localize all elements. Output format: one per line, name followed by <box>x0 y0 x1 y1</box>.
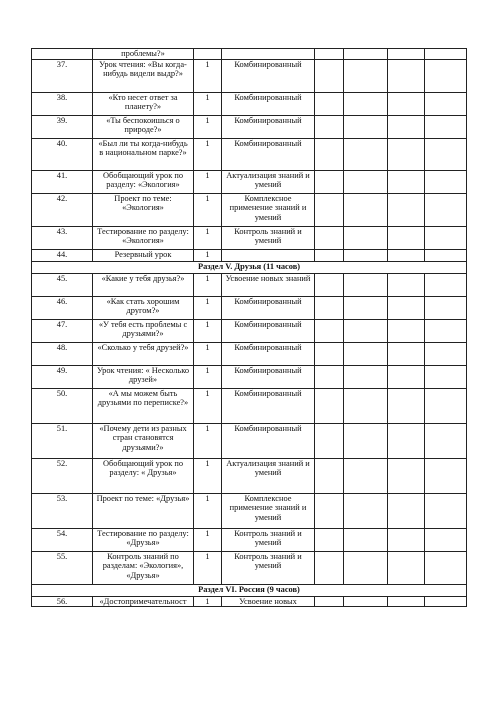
empty-cell-2 <box>344 226 388 249</box>
lesson-type-cell: Комбинированный <box>222 319 315 342</box>
lesson-type-cell: Комбинированный <box>222 115 315 138</box>
empty-cell-2 <box>344 92 388 115</box>
empty-cell-4 <box>425 551 467 584</box>
lesson-type-cell: Комбинированный <box>222 365 315 388</box>
empty-cell-1 <box>315 458 344 493</box>
lesson-hours-cell: 1 <box>194 365 222 388</box>
empty-cell-2 <box>344 388 388 423</box>
lesson-number-cell: 49. <box>32 365 93 388</box>
empty-cell-3 <box>388 493 425 528</box>
table-row <box>32 170 467 193</box>
empty-cell-4 <box>425 92 467 115</box>
table-row <box>32 59 467 92</box>
lesson-hours-cell: 1 <box>194 170 222 193</box>
empty-cell-4 <box>425 458 467 493</box>
lesson-hours-cell: 1 <box>194 273 222 296</box>
lesson-hours-cell: 1 <box>194 193 222 226</box>
empty-cell-1 <box>315 226 344 249</box>
empty-cell-3 <box>388 365 425 388</box>
empty-cell-1 <box>315 115 344 138</box>
empty-cell-3 <box>388 388 425 423</box>
section-title: Раздел V. Друзья (11 часов) <box>32 261 467 273</box>
empty-cell-2 <box>344 49 388 60</box>
lesson-hours-cell <box>194 49 222 60</box>
lesson-type-cell: Усвоение новых знаний <box>222 273 315 296</box>
empty-cell-4 <box>425 596 467 607</box>
empty-cell-4 <box>425 193 467 226</box>
lesson-hours-cell: 1 <box>194 493 222 528</box>
empty-cell-3 <box>388 319 425 342</box>
table-row <box>32 249 467 261</box>
lesson-type-cell <box>222 249 315 261</box>
empty-cell-4 <box>425 226 467 249</box>
empty-cell-1 <box>315 92 344 115</box>
lesson-number-cell: 41. <box>32 170 93 193</box>
empty-cell-3 <box>388 458 425 493</box>
lesson-topic-cell: Обобщающий урок по разделу: « Друзья» <box>93 458 194 493</box>
table-row <box>32 115 467 138</box>
empty-cell-1 <box>315 49 344 60</box>
empty-cell-3 <box>388 49 425 60</box>
lesson-number-cell: 48. <box>32 342 93 365</box>
lesson-topic-cell: «Сколько у тебя друзей?» <box>93 342 194 365</box>
lesson-topic-cell: «Какие у тебя друзья?» <box>93 273 194 296</box>
empty-cell-2 <box>344 365 388 388</box>
empty-cell-1 <box>315 138 344 170</box>
table-row <box>32 458 467 493</box>
empty-cell-1 <box>315 342 344 365</box>
lesson-type-cell <box>222 49 315 60</box>
lesson-type-cell: Комплексное применение знаний и умений <box>222 493 315 528</box>
empty-cell-2 <box>344 193 388 226</box>
lesson-type-cell: Комбинированный <box>222 423 315 458</box>
lesson-number-cell: 37. <box>32 59 93 92</box>
lesson-number-cell: 46. <box>32 296 93 319</box>
lesson-type-cell: Комбинированный <box>222 59 315 92</box>
empty-cell-2 <box>344 296 388 319</box>
empty-cell-4 <box>425 59 467 92</box>
lesson-type-cell: Комбинированный <box>222 92 315 115</box>
lesson-type-cell: Комбинированный <box>222 138 315 170</box>
empty-cell-3 <box>388 193 425 226</box>
table-row <box>32 319 467 342</box>
lesson-topic-cell: «Был ли ты когда-нибудь в национальном парке?» <box>93 138 194 170</box>
empty-cell-3 <box>388 115 425 138</box>
empty-cell-1 <box>315 596 344 607</box>
empty-cell-3 <box>388 273 425 296</box>
lesson-plan-body <box>32 49 467 607</box>
lesson-topic-cell: «Как стать хорошим другом?» <box>93 296 194 319</box>
lesson-number-cell: 51. <box>32 423 93 458</box>
empty-cell-1 <box>315 59 344 92</box>
empty-cell-3 <box>388 249 425 261</box>
lesson-number-cell: 43. <box>32 226 93 249</box>
section-header-row <box>32 261 467 273</box>
lesson-topic-cell: «Почему дети из разных стран становятся друзьями?» <box>93 423 194 458</box>
empty-cell-3 <box>388 59 425 92</box>
empty-cell-1 <box>315 551 344 584</box>
lesson-hours-cell: 1 <box>194 92 222 115</box>
table-row <box>32 193 467 226</box>
lesson-type-cell: Комбинированный <box>222 342 315 365</box>
lesson-topic-cell: Урок чтения: « Несколько друзей» <box>93 365 194 388</box>
lesson-topic-cell: «Кто несет ответ за планету?» <box>93 92 194 115</box>
empty-cell-4 <box>425 493 467 528</box>
empty-cell-4 <box>425 423 467 458</box>
lesson-topic-cell: «А мы можем быть друзьями по переписке?» <box>93 388 194 423</box>
table-row <box>32 138 467 170</box>
empty-cell-4 <box>425 319 467 342</box>
empty-cell-1 <box>315 493 344 528</box>
lesson-hours-cell: 1 <box>194 226 222 249</box>
empty-cell-4 <box>425 49 467 60</box>
empty-cell-1 <box>315 528 344 551</box>
empty-cell-3 <box>388 596 425 607</box>
lesson-number-cell: 40. <box>32 138 93 170</box>
lesson-topic-cell: Резервный урок <box>93 249 194 261</box>
empty-cell-3 <box>388 138 425 170</box>
lesson-number-cell: 47. <box>32 319 93 342</box>
lesson-topic-cell: Тестирование по разделу: «Экология» <box>93 226 194 249</box>
table-row <box>32 365 467 388</box>
empty-cell-1 <box>315 273 344 296</box>
empty-cell-4 <box>425 388 467 423</box>
lesson-hours-cell: 1 <box>194 596 222 607</box>
empty-cell-2 <box>344 138 388 170</box>
lesson-type-cell: Контроль знаний и умений <box>222 551 315 584</box>
empty-cell-3 <box>388 296 425 319</box>
table-row <box>32 226 467 249</box>
empty-cell-2 <box>344 170 388 193</box>
empty-cell-4 <box>425 138 467 170</box>
lesson-topic-cell: Урок чтения: «Вы когда-нибудь видели выдр?» <box>93 59 194 92</box>
lesson-number-cell: 38. <box>32 92 93 115</box>
lesson-number-cell: 42. <box>32 193 93 226</box>
lesson-hours-cell: 1 <box>194 319 222 342</box>
empty-cell-2 <box>344 596 388 607</box>
lesson-number-cell: 56. <box>32 596 93 607</box>
table-row <box>32 423 467 458</box>
table-row <box>32 493 467 528</box>
lesson-type-cell: Усвоение новых <box>222 596 315 607</box>
empty-cell-1 <box>315 319 344 342</box>
empty-cell-1 <box>315 296 344 319</box>
lesson-hours-cell: 1 <box>194 551 222 584</box>
lesson-topic-cell: Тестирование по разделу: «Друзья» <box>93 528 194 551</box>
lesson-hours-cell: 1 <box>194 528 222 551</box>
lesson-number-cell: 50. <box>32 388 93 423</box>
empty-cell-3 <box>388 342 425 365</box>
lesson-hours-cell: 1 <box>194 423 222 458</box>
empty-cell-1 <box>315 365 344 388</box>
empty-cell-2 <box>344 528 388 551</box>
empty-cell-3 <box>388 170 425 193</box>
lesson-topic-cell: Проект по теме: «Друзья» <box>93 493 194 528</box>
lesson-topic-cell: Контроль знаний по разделам: «Экология», «Друзья» <box>93 551 194 584</box>
lesson-topic-cell: «У тебя есть проблемы с друзьями?» <box>93 319 194 342</box>
empty-cell-4 <box>425 365 467 388</box>
empty-cell-4 <box>425 273 467 296</box>
lesson-topic-cell: Проект по теме: «Экология» <box>93 193 194 226</box>
empty-cell-1 <box>315 170 344 193</box>
empty-cell-3 <box>388 92 425 115</box>
empty-cell-2 <box>344 319 388 342</box>
empty-cell-1 <box>315 249 344 261</box>
table-row <box>32 388 467 423</box>
lesson-type-cell: Комбинированный <box>222 388 315 423</box>
lesson-plan-table <box>31 48 467 607</box>
empty-cell-2 <box>344 493 388 528</box>
lesson-topic-cell: «Достопримечательност <box>93 596 194 607</box>
empty-cell-4 <box>425 296 467 319</box>
lesson-type-cell: Актуализация знаний и умений <box>222 458 315 493</box>
empty-cell-3 <box>388 423 425 458</box>
empty-cell-2 <box>344 115 388 138</box>
lesson-type-cell: Актуализация знаний и умений <box>222 170 315 193</box>
empty-cell-3 <box>388 551 425 584</box>
lesson-topic-cell: «Ты беспокоишься о природе?» <box>93 115 194 138</box>
empty-cell-3 <box>388 528 425 551</box>
lesson-number-cell: 44. <box>32 249 93 261</box>
empty-cell-2 <box>344 342 388 365</box>
empty-cell-2 <box>344 423 388 458</box>
empty-cell-4 <box>425 342 467 365</box>
lesson-hours-cell: 1 <box>194 458 222 493</box>
lesson-number-cell: 53. <box>32 493 93 528</box>
table-row <box>32 92 467 115</box>
table-row <box>32 551 467 584</box>
empty-cell-4 <box>425 249 467 261</box>
table-row <box>32 273 467 296</box>
empty-cell-2 <box>344 551 388 584</box>
lesson-hours-cell: 1 <box>194 342 222 365</box>
lesson-number-cell: 54. <box>32 528 93 551</box>
lesson-number-cell: 52. <box>32 458 93 493</box>
empty-cell-2 <box>344 59 388 92</box>
table-row <box>32 596 467 607</box>
section-title: Раздел VI. Россия (9 часов) <box>32 584 467 596</box>
lesson-type-cell: Комплексное применение знаний и умений <box>222 193 315 226</box>
empty-cell-2 <box>344 249 388 261</box>
lesson-hours-cell: 1 <box>194 296 222 319</box>
table-row <box>32 49 467 60</box>
table-row <box>32 528 467 551</box>
lesson-number-cell <box>32 49 93 60</box>
lesson-topic-cell: Обобщающий урок по разделу: «Экология» <box>93 170 194 193</box>
empty-cell-1 <box>315 388 344 423</box>
lesson-type-cell: Контроль знаний и умений <box>222 528 315 551</box>
empty-cell-1 <box>315 423 344 458</box>
lesson-topic-cell: проблемы?» <box>93 49 194 60</box>
empty-cell-4 <box>425 170 467 193</box>
lesson-type-cell: Контроль знаний и умений <box>222 226 315 249</box>
section-header-row <box>32 584 467 596</box>
empty-cell-4 <box>425 528 467 551</box>
empty-cell-2 <box>344 458 388 493</box>
empty-cell-3 <box>388 226 425 249</box>
lesson-hours-cell: 1 <box>194 115 222 138</box>
lesson-hours-cell: 1 <box>194 59 222 92</box>
lesson-hours-cell: 1 <box>194 388 222 423</box>
lesson-number-cell: 55. <box>32 551 93 584</box>
lesson-number-cell: 39. <box>32 115 93 138</box>
empty-cell-2 <box>344 273 388 296</box>
lesson-hours-cell: 1 <box>194 249 222 261</box>
empty-cell-1 <box>315 193 344 226</box>
empty-cell-4 <box>425 115 467 138</box>
table-row <box>32 342 467 365</box>
lesson-type-cell: Комбинированный <box>222 296 315 319</box>
table-row <box>32 296 467 319</box>
lesson-hours-cell: 1 <box>194 138 222 170</box>
lesson-number-cell: 45. <box>32 273 93 296</box>
